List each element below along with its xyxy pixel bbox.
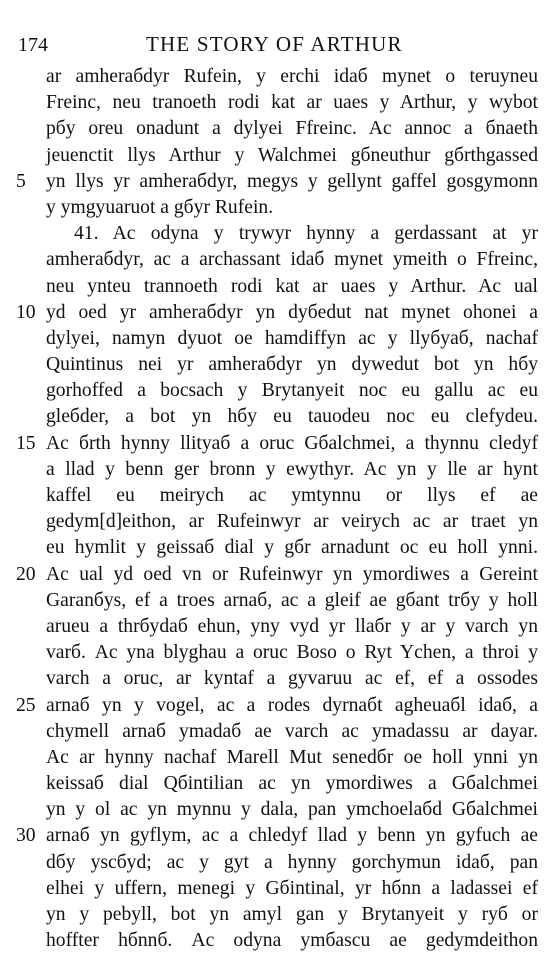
- line-text: gedym[d]eithon, ar Rufeinwyr ar veirych ac ar traet yn: [46, 511, 538, 533]
- text-line: [0, 483, 560, 509]
- line-number: 25: [16, 694, 36, 716]
- line-text: Quintinus nei yr amheraбdyr yn dywedut bot yn hбy: [46, 354, 538, 376]
- line-number: 30: [16, 825, 36, 847]
- line-text: arnaб yn gyflym, ac a chledyf llad y benn yn gyfuch ae: [46, 825, 538, 847]
- text-line: [0, 588, 560, 614]
- text-line: [0, 823, 560, 849]
- line-text: dylyei, namyn dyuot oe hamdiffyn ac y llyбyaб, nachaf: [46, 327, 538, 349]
- text-line: [0, 352, 560, 378]
- text-line: [0, 614, 560, 640]
- text-line: [0, 902, 560, 928]
- text-line: [0, 404, 560, 430]
- line-text: yn y pebyll, bot yn amyl gan y Brytanyeit y ryб or: [46, 904, 538, 925]
- line-text: dбy yscбyd; ac y gyt a hynny gorchymun idaб, pan: [46, 851, 538, 873]
- line-text: kaffel eu meirych ac ymtynnu or llys ef ae: [46, 485, 538, 506]
- text-line: [0, 90, 560, 116]
- text-line: [0, 771, 560, 797]
- text-line: [0, 274, 560, 300]
- line-text: chymell arnaб ymadaб ae varch ac ymadassu ar dayar.: [46, 720, 538, 742]
- line-number: 5: [16, 170, 26, 192]
- text-line: [0, 562, 560, 588]
- line-text: Ac ual yd oed vn or Rufeinwyr yn ymordiwes a Gereint: [46, 563, 538, 585]
- line-number: 20: [16, 563, 36, 585]
- body-text: [0, 64, 560, 954]
- line-text: keissaб dial Qбintilian ac yn ymordiwes a Gбalchmei: [46, 773, 538, 795]
- page-number: 174: [18, 34, 48, 56]
- text-line: [0, 850, 560, 876]
- line-text: a llad y benn ger bronn y ewythyr. Ac yn y lle ar hynt: [46, 458, 538, 480]
- text-line: [0, 719, 560, 745]
- text-line: [0, 693, 560, 719]
- text-line: [0, 116, 560, 142]
- page-header: [18, 32, 538, 60]
- text-line: [0, 300, 560, 326]
- line-text: yd oed yr amheraбdyr yn dyбedut nat mynet ohonei a: [46, 301, 538, 323]
- line-text: hoffter hбnnб. Ac odyna ymбascu ae gedymdeithon: [46, 930, 538, 952]
- text-line: [0, 195, 560, 221]
- text-line: [0, 143, 560, 169]
- line-text: Ac ar hynny nachaf Marell Mut senedбr oe holl ynni yn: [46, 746, 538, 768]
- line-text: elhei y uffern, menegi y Gбintinal, yr hбnn a ladassei ef: [46, 877, 538, 899]
- text-line: [0, 247, 560, 273]
- line-text: ar amheraбdyr Rufein, y erchi idaб mynet o teruyneu: [46, 66, 538, 87]
- line-text: varch a oruc, ar kyntaf a gyvaruu ac ef, ef a ossodes: [46, 668, 538, 690]
- line-text: gorhoffed a bocsach y Brytanyeit noc eu gallu ac eu: [46, 380, 538, 402]
- text-line: [0, 221, 560, 247]
- line-text: eu hymlit y geissaб dial y gбr arnadunt oc eu holl ynni.: [46, 537, 538, 559]
- text-line: [0, 666, 560, 692]
- line-text: neu ynteu trannoeth rodi kat ar uaes y Arthur. Ac ual: [46, 275, 538, 297]
- line-text: Ac бrth hynny llityaб a oruc Gбalchmei, a thynnu cledyf: [46, 432, 538, 454]
- line-text: jeuenctit llys Arthur y Walchmei gбneuthur gбrthgassed: [46, 144, 538, 166]
- text-line: [0, 169, 560, 195]
- line-text: Garanбys, ef a troes arnaб, ac a gleif ae gбant trбy y holl: [46, 589, 538, 611]
- line-text: pбy oreu onadunt a dylyei Ffreinc. Ac annoc a бnaeth: [46, 118, 538, 140]
- line-text: yn y ol ac yn mynnu y dala, pan ymchoelaбd Gбalchmei: [46, 799, 538, 821]
- line-text: gleбder, a bot yn hбy eu tauodeu noc eu clefydeu.: [46, 406, 538, 428]
- line-text: arueu a thrбydaб ehun, yny vyd yr llaбr y ar y varch yn: [46, 615, 538, 637]
- text-line: [0, 876, 560, 902]
- text-line: [0, 509, 560, 535]
- text-line: [0, 431, 560, 457]
- line-text: yn llys yr amheraбdyr, megys y gellynt gaffel gosgymonn: [46, 170, 538, 192]
- text-line: [0, 640, 560, 666]
- text-line: [0, 64, 560, 90]
- text-line: [0, 457, 560, 483]
- line-text: amheraбdyr, ac a archassant idaб mynet ymeith o Ffreinc,: [46, 249, 538, 271]
- text-line: [0, 928, 560, 954]
- line-text: Freinc, neu tranoeth rodi kat ar uaes y Arthur, y wybot: [46, 92, 538, 114]
- text-line: [0, 535, 560, 561]
- text-line: [0, 797, 560, 823]
- text-line: [0, 326, 560, 352]
- text-line: [0, 745, 560, 771]
- line-number: 10: [16, 301, 36, 323]
- line-text: arnaб yn y vogel, ac a rodes dyrnaбt agheuaбl idaб, a: [46, 694, 538, 716]
- line-text: varб. Ac yna blyghau a oruc Boso o Ryt Ychen, a throi y: [46, 642, 538, 664]
- line-text: 41. Ac odyna y trywyr hynny a gerdassant at yr: [74, 223, 538, 245]
- line-text: y ymgyuaruot a gбyr Rufein.: [46, 196, 274, 218]
- running-title: THE STORY OF ARTHUR: [146, 32, 403, 56]
- text-line: [0, 378, 560, 404]
- line-number: 15: [16, 432, 36, 454]
